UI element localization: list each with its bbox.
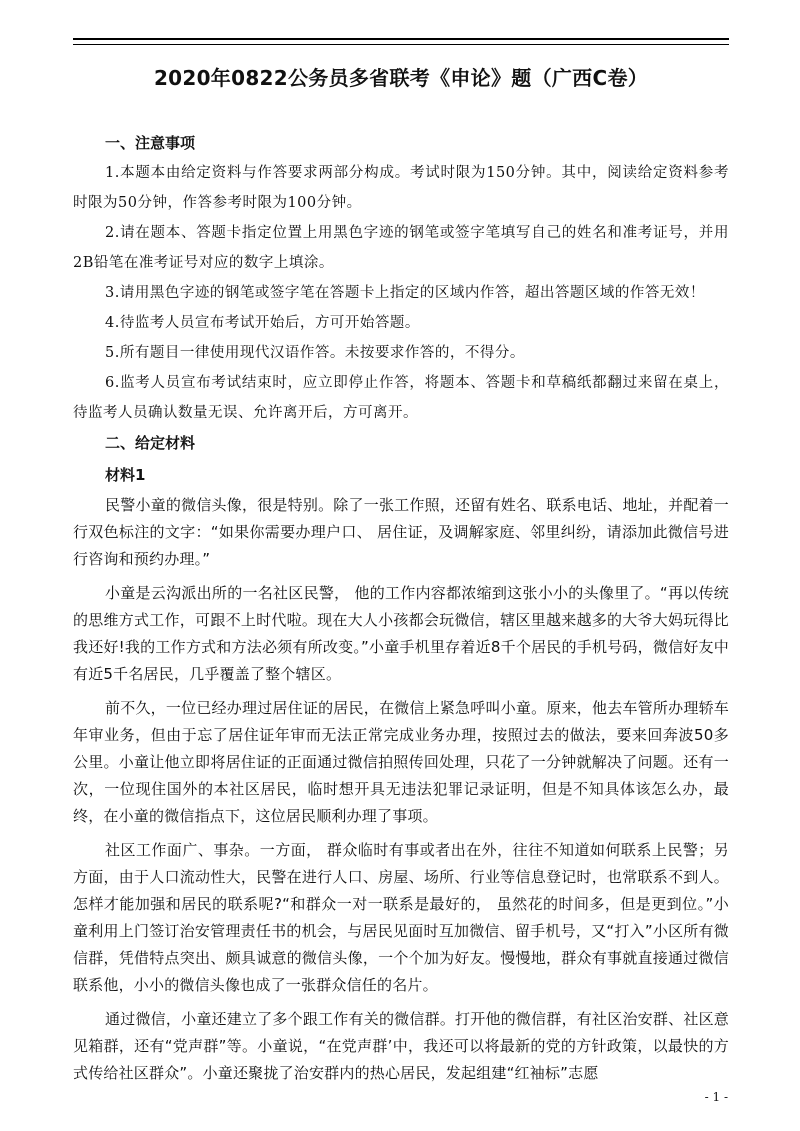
section-heading-materials: 二、给定材料 — [105, 434, 196, 452]
page-number: - 1 - — [704, 1090, 728, 1104]
notice-item: 2.请在题本、答题卡指定位置上用黑色字迹的钢笔或签字笔填写自己的姓名和准考证号，并用2B铅笔在准考证号对应的数字上填涂。 — [73, 225, 729, 271]
material-paragraph: 社区工作面广、事杂。一方面， 群众临时有事或者出在外，往往不知道如何联系上民警；另方面，由于人口流动性大，民警在进行人口、房屋、场所、行业等信息登记时，也常联系不到人。怎样才能加强和居民的联系呢?“和群众一对一联系是最好的， 虽然花的时间多，但是更到位。”小童利用上门签订治安管理责任书的机会，与居民见面时互加微信、留手机号，又“打入”小区所有微信群，凭借特点突出、颇具诚意的微信头像，一个个加为好友。慢慢地，群众有事就直接通过微信联系他，小小的微信头像也成了一张群众信任的名片。 — [73, 841, 729, 994]
document-body — [73, 128, 729, 1094]
header-rule-thin — [73, 44, 729, 45]
page-title: 2020年0822公务员多省联考《申论》题（广西C卷） — [153, 66, 649, 90]
notice-item: 5.所有题目一律使用现代汉语作答。未按要求作答的，不得分。 — [105, 345, 525, 361]
notice-item: 1.本题本由给定资料与作答要求两部分构成。考试时限为150分钟。其中，阅读给定资料参考时限为50分钟，作答参考时限为100分钟。 — [73, 165, 729, 211]
material-paragraph: 小童是云沟派出所的一名社区民警， 他的工作内容都浓缩到这张小小的头像里了。“再以传统的思维方式工作，可跟不上时代啦。现在大人小孩都会玩微信，辖区里越来越多的大爷大妈玩得比我还好!我的工作方式和方法必须有所改变。”小童手机里存着近8千个居民的手机号码，微信好友中有近5千名居民，几乎覆盖了整个辖区。 — [73, 584, 729, 683]
notice-item: 4.待监考人员宣布考试开始后，方可开始答题。 — [105, 315, 420, 331]
material-paragraph: 通过微信，小童还建立了多个跟工作有关的微信群。打开他的微信群，有社区治安群、社区意见箱群，还有“党声群”等。小童说，“在党声群’中，我还可以将最新的党的方针政策，以最快的方式传给社区群众”。小童还聚拢了治安群内的热心居民，发起组建“红袖标”志愿 — [73, 1010, 729, 1082]
notice-item: 3.请用黑色字迹的钢笔或签字笔在答题卡上指定的区域内作答，超出答题区域的作答无效！ — [105, 285, 705, 301]
material-paragraph: 前不久，一位已经办理过居住证的居民，在微信上紧急呼叫小童。原来，他去车管所办理轿车年审业务，但由于忘了居住证年审而无法正常完成业务办理，按照过去的做法，要来回奔波50多公里。小童让他立即将居住证的正面通过微信拍照传回处理，只花了一分钟就解决了问题。还有一次，一位现住国外的本社区居民，临时想开具无违法犯罪记录证明，但是不知具体该怎么办，最终，在小童的微信指点下，这位居民顺利办理了事项。 — [73, 699, 729, 825]
header-rule-thick — [73, 38, 729, 40]
section-heading-notes: 一、注意事项 — [105, 134, 196, 152]
notice-item: 6.监考人员宣布考试结束时，应立即停止作答，将题本、答题卡和草稿纸都翻过来留在桌上，待监考人员确认数量无误、允许离开后，方可离开。 — [73, 375, 729, 421]
material-paragraph: 民警小童的微信头像，很是特别。除了一张工作照，还留有姓名、联系电话、地址，并配着一行双色标注的文字：“如果你需要办理户口、 居住证，及调解家庭、邻里纠纷，请添加此微信号进行咨询和预约办理。” — [73, 496, 729, 568]
material-heading: 材料1 — [105, 466, 146, 484]
